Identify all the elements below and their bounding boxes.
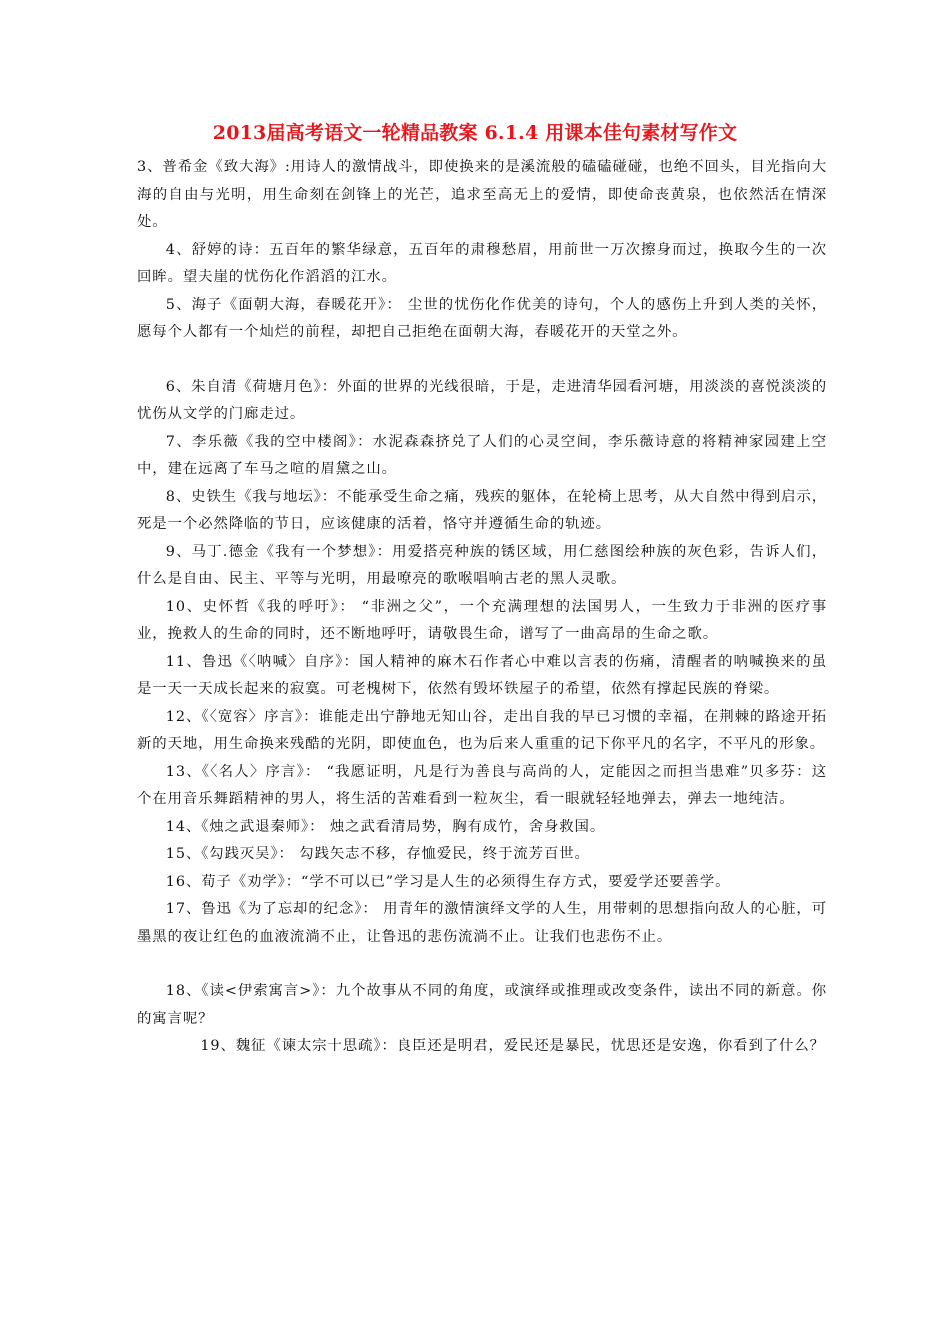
document-body xyxy=(137,154,827,1061)
paragraph-19: 19、魏征《谏太宗十思疏》：良臣还是明君，爱民还是暴民，忧思还是安逸，你看到了什么？ xyxy=(200,1038,825,1054)
paragraph-3: 3、普希金《致大海》:用诗人的激情战斗，即使换来的是溪流般的磕磕碰碰，也绝不回头，目光指向大海的自由与光明，用生命刻在剑锋上的光芒，追求至高无上的爱情，即使命丧黄泉，也依然活在情深处。 xyxy=(137,159,827,230)
paragraph-12: 12、《〈宽容〉序言》：谁能走出宁静地无知山谷，走出自我的早已习惯的幸福，在荆棘的路途开拓新的天地，用生命换来残酷的光阴，即使血色，也为后来人重重的记下你平凡的名字，不平凡的形象。 xyxy=(137,708,827,752)
paragraph-gap xyxy=(137,347,827,374)
paragraph-10: 10、史怀哲《我的呼吁》： “非洲之父”，一个充满理想的法国男人，一生致力于非洲的医疗事业，挽救人的生命的同时，还不断地呼吁，请敬畏生命，谱写了一曲高昂的生命之歌。 xyxy=(137,598,827,642)
paragraph-14: 14、《烛之武退秦师》： 烛之武看清局势，胸有成竹，舍身救国。 xyxy=(165,818,606,835)
paragraph-6: 6、朱自清《荷塘月色》：外面的世界的光线很暗，于是，走进清华园看河塘，用淡淡的喜悦淡淡的忧伤从文学的门廊走过。 xyxy=(137,378,827,422)
paragraph-5: 5、海子《面朝大海，春暖花开》： 尘世的忧伤化作优美的诗句，个人的感伤上升到人类的关怀，愿每个人都有一个灿烂的前程，却把自己拒绝在面朝大海，春暖花开的天堂之外。 xyxy=(137,296,827,340)
paragraph-15: 15、《勾践灭吴》： 勾践矢志不移，存恤爱民，终于流芳百世。 xyxy=(165,846,590,862)
paragraph-4: 4、舒婷的诗：五百年的繁华绿意，五百年的肃穆愁眉，用前世一万次擦身而过，换取今生的一次回眸。望夫崖的忧伤化作滔滔的江水。 xyxy=(137,241,827,285)
paragraph-8: 8、史铁生《我与地坛》：不能承受生命之痛，残疾的躯体，在轮椅上思考，从大自然中得到启示，死是一个必然降临的节日，应该健康的活着，恪守并遵循生命的轨迹。 xyxy=(137,488,827,532)
paragraph-18: 18、《读<伊索寓言>》：九个故事从不同的角度，或演绎或推理或改变条件，读出不同的新意。你的寓言呢？ xyxy=(137,983,827,1027)
document-title: 2013届高考语文一轮精品教案 6.1.4 用课本佳句素材写作文 xyxy=(212,122,738,144)
paragraph-13: 13、《〈名人〉序言》： “我愿证明，凡是行为善良与高尚的人，定能因之而担当患难”贝多芬：这个在用音乐舞蹈精神的男人，将生活的苦难看到一粒灰尘，看一眼就轻轻地弹去，弹去一地纯洁。 xyxy=(137,763,827,807)
paragraph-gap xyxy=(137,951,827,978)
paragraph-17: 17、鲁迅《为了忘却的纪念》： 用青年的激情演绎文学的人生，用带刺的思想指向敌人的心脏，可墨黑的夜让红色的血液流淌不止，让鲁迅的悲伤流淌不止。让我们也悲伤不止。 xyxy=(137,901,827,945)
paragraph-16: 16、荀子《劝学》：“学不可以已”学习是人生的必须得生存方式，要爱学还要善学。 xyxy=(165,873,731,890)
paragraph-9: 9、马丁.德金《我有一个梦想》：用爱搭亮种族的锈区域，用仁慈图绘种族的灰色彩，告诉人们，什么是自由、民主、平等与光明，用最嘹亮的歌喉唱响古老的黑人灵歌。 xyxy=(137,543,827,587)
paragraph-11: 11、鲁迅《〈呐喊〉自序》：国人精神的麻木石作者心中难以言表的伤痛，清醒者的呐喊换来的虽是一天一天成长起来的寂寞。可老槐树下，依然有毁坏铁屋子的希望，依然有撑起民族的脊梁。 xyxy=(137,653,827,697)
paragraph-7: 7、李乐薇《我的空中楼阁》：水泥森森挤兑了人们的心灵空间，李乐薇诗意的将精神家园建上空中，建在远离了车马之喧的眉黛之山。 xyxy=(137,433,827,477)
